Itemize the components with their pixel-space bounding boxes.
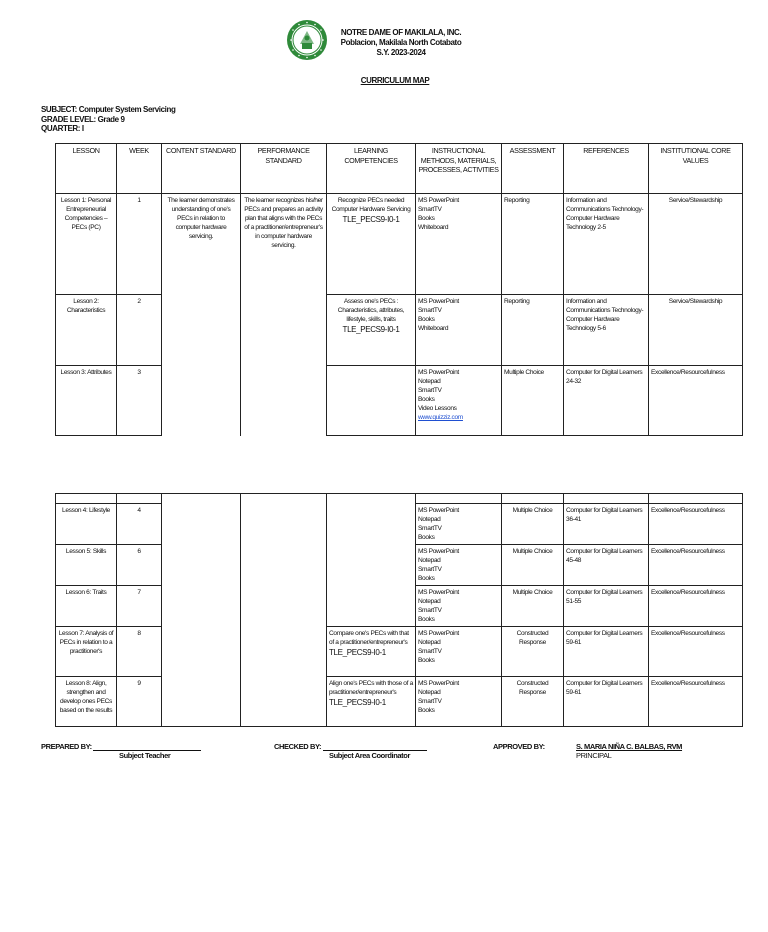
prepared-by — [41, 742, 201, 760]
col-content-standard: CONTENT STANDARD — [162, 144, 241, 194]
references-cell: Computer for Digital Learners 45-48 — [564, 545, 649, 586]
quarter-line: QUARTER: I — [41, 124, 84, 133]
method-item: MS PowerPoint — [418, 507, 459, 514]
col-core-values: INSTITUTIONAL CORE VALUES — [649, 144, 743, 194]
lesson-cell: Lesson 8: Align, strengthen and develop ones PECs based on the results — [56, 677, 117, 727]
approved-role: PRINCIPAL — [576, 751, 612, 760]
competency-cell — [327, 366, 416, 436]
methods-cell — [416, 295, 502, 366]
competency-code: TLE_PECS9-I0-1 — [329, 648, 386, 657]
week-cell: 3 — [117, 366, 162, 436]
method-item: MS PowerPoint — [418, 589, 459, 596]
competency-cell — [327, 627, 416, 677]
method-item: Books — [418, 215, 435, 222]
curriculum-table-page2 — [55, 493, 743, 727]
method-item: Books — [418, 396, 435, 403]
method-item: Books — [418, 316, 435, 323]
curriculum-table-page1 — [55, 143, 743, 436]
method-item: MS PowerPoint — [418, 630, 459, 637]
continuation-row — [56, 494, 743, 504]
week-cell: 7 — [117, 586, 162, 627]
competency-text: Recognize PECs needed Computer Hardware Servicing — [331, 197, 411, 213]
lesson-cell: Lesson 4: Lifestyle — [56, 504, 117, 545]
method-item: Books — [418, 534, 435, 541]
col-week: WEEK — [117, 144, 162, 194]
assessment-cell: Reporting — [502, 194, 564, 295]
method-item: Notepad — [418, 557, 441, 564]
references-cell: Computer for Digital Learners 51-55 — [564, 586, 649, 627]
content-standard-cell: The learner demonstrates understanding of one's PECs in relation to computer hardware servicing. — [162, 194, 241, 436]
references-cell: Information and Communications Technology-Computer Hardware Technology 5-6 — [564, 295, 649, 366]
competency-cell — [327, 504, 416, 627]
references-cell: Computer for Digital Learners 36-41 — [564, 504, 649, 545]
competency-code: TLE_PECS9-I0-1 — [342, 325, 400, 334]
school-header — [336, 28, 466, 58]
references-cell: Information and Communications Technology-Computer Hardware Technology 2-5 — [564, 194, 649, 295]
week-cell: 8 — [117, 627, 162, 677]
core-values-cell: Excellence/Resourcefulness — [649, 545, 743, 586]
method-item: SmartTV — [418, 648, 442, 655]
grade-level-line: GRADE LEVEL: Grade 9 — [41, 114, 125, 124]
lesson-cell: Lesson 7: Analysis of PECs in relation to a practitioner's — [56, 627, 117, 677]
method-item: SmartTV — [418, 525, 442, 532]
table-header-row — [56, 144, 743, 194]
approved-signatory — [576, 742, 682, 760]
prepared-label: PREPARED BY: — [41, 742, 92, 751]
table-row — [56, 366, 743, 436]
method-item: Books — [418, 707, 435, 714]
references-cell: Computer for Digital Learners 59-61 — [564, 677, 649, 727]
method-item: Notepad — [418, 598, 441, 605]
lesson-cell: Lesson 3: Attributes — [56, 366, 117, 436]
document-meta — [41, 105, 175, 134]
method-item: MS PowerPoint — [418, 548, 459, 555]
performance-standard-cell: The learner recognizes his/her PECs and prepares an activity plan that aligns with the PECs of a practitioner/entrepreneur's in computer hardware servicing. — [241, 194, 327, 436]
method-item: SmartTV — [418, 206, 442, 213]
col-assessment: ASSESSMENT — [502, 144, 564, 194]
table-row — [56, 295, 743, 366]
week-cell: 4 — [117, 504, 162, 545]
competency-code: TLE_PECS9-I0-1 — [342, 215, 400, 224]
method-item: Books — [418, 575, 435, 582]
lesson-cell: Lesson 5: Skills — [56, 545, 117, 586]
lesson-cell: Lesson 6: Traits — [56, 586, 117, 627]
method-item: Whiteboard — [418, 325, 449, 332]
methods-cell — [416, 677, 502, 727]
methods-cell — [416, 586, 502, 627]
method-item: SmartTV — [418, 387, 442, 394]
checked-by — [274, 742, 427, 760]
school-seal-logo — [286, 19, 328, 61]
method-item: Notepad — [418, 516, 441, 523]
assessment-cell: Reporting — [502, 295, 564, 366]
table-row — [56, 194, 743, 295]
competency-text: Compare one's PECs with that of a practitioner/entrepreneur's — [329, 630, 409, 646]
assessment-cell: Multiple Choice — [502, 504, 564, 545]
col-lesson: LESSON — [56, 144, 117, 194]
core-values-cell: Excellence/Resourcefulness — [649, 677, 743, 727]
quizziz-link[interactable]: www.quizziz.com — [418, 414, 463, 421]
method-item: Books — [418, 616, 435, 623]
methods-cell — [416, 504, 502, 545]
core-values-cell: Service/Stewardship — [649, 194, 743, 295]
col-learning-competencies: LEARNING COMPETENCIES — [327, 144, 416, 194]
competency-cell — [327, 677, 416, 727]
week-cell: 6 — [117, 545, 162, 586]
methods-cell — [416, 545, 502, 586]
approved-name: S. MARIA NIÑA C. BALBAS, RVM — [576, 742, 683, 751]
methods-cell — [416, 627, 502, 677]
prepared-role: Subject Teacher — [119, 751, 171, 760]
assessment-cell: Multiple Choice — [502, 586, 564, 627]
core-values-cell: Excellence/Resourcefulness — [649, 366, 743, 436]
assessment-cell: Multiple Choice — [502, 366, 564, 436]
table-row — [56, 627, 743, 677]
checked-label: CHECKED BY: — [274, 742, 322, 751]
method-item: SmartTV — [418, 607, 442, 614]
col-methods: INSTRUCTIONAL METHODS, MATERIALS, PROCESSES, ACTIVITIES — [416, 144, 502, 194]
core-values-cell: Excellence/Resourcefulness — [649, 504, 743, 545]
method-item: Video Lessons — [418, 405, 457, 412]
core-values-cell: Excellence/Resourcefulness — [649, 627, 743, 677]
method-item: Notepad — [418, 689, 441, 696]
core-values-cell: Excellence/Resourcefulness — [649, 586, 743, 627]
lesson-cell: Lesson 2: Characteristics — [56, 295, 117, 366]
school-name: NOTRE DAME OF MAKILALA, INC. — [340, 28, 462, 37]
methods-cell — [416, 366, 502, 436]
assessment-cell: Constructed Response — [502, 677, 564, 727]
method-item: SmartTV — [418, 566, 442, 573]
col-performance-standard: PERFORMANCE STANDARD — [241, 144, 327, 194]
week-cell: 1 — [117, 194, 162, 295]
document-title: CURRICULUM MAP — [360, 76, 430, 85]
performance-standard-cell — [241, 504, 327, 727]
method-item: MS PowerPoint — [418, 197, 459, 204]
method-item: Notepad — [418, 639, 441, 646]
competency-cell — [327, 194, 416, 295]
table-row — [56, 504, 743, 545]
school-year: S.Y. 2023-2024 — [376, 48, 426, 57]
references-cell: Computer for Digital Learners 24-32 — [564, 366, 649, 436]
method-item: Whiteboard — [418, 224, 449, 231]
week-cell: 9 — [117, 677, 162, 727]
method-item: MS PowerPoint — [418, 369, 459, 376]
assessment-cell: Multiple Choice — [502, 545, 564, 586]
method-item: Books — [418, 657, 435, 664]
competency-code: TLE_PECS9-I0-1 — [329, 698, 386, 707]
approved-by — [493, 742, 545, 751]
method-item: SmartTV — [418, 698, 442, 705]
approved-label: APPROVED BY: — [493, 742, 545, 751]
week-cell: 2 — [117, 295, 162, 366]
method-item: MS PowerPoint — [418, 298, 459, 305]
competency-cell — [327, 295, 416, 366]
table-row — [56, 677, 743, 727]
subject-line: SUBJECT: Computer System Servicing — [41, 105, 176, 114]
methods-cell — [416, 194, 502, 295]
col-references: REFERENCES — [564, 144, 649, 194]
competency-text: Align one's PECs with those of a practitioner/entrepreneur's — [329, 680, 413, 696]
method-item: SmartTV — [418, 307, 442, 314]
method-item: Notepad — [418, 378, 441, 385]
lesson-cell: Lesson 1: Personal Entrepreneurial Competencies – PECs (PC) — [56, 194, 117, 295]
content-standard-cell — [162, 504, 241, 727]
school-address: Poblacion, Makilala North Cotabato — [340, 38, 462, 47]
competency-text: Assess one's PECs : Characteristics, attributes, lifestyle, skills, traits — [337, 298, 405, 323]
checked-role: Subject Area Coordinator — [329, 751, 410, 760]
core-values-cell: Service/Stewardship — [649, 295, 743, 366]
assessment-cell: Constructed Response — [502, 627, 564, 677]
method-item: MS PowerPoint — [418, 680, 459, 687]
references-cell: Computer for Digital Learners 59-61 — [564, 627, 649, 677]
